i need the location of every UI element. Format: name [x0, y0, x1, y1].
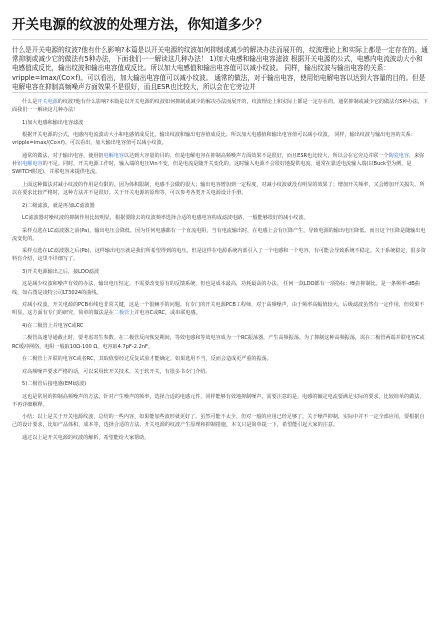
- article-paragraph: 通过以上是开关电源的纹波的解析，希望能给大家帮助。: [22, 434, 150, 441]
- article-paragraph: 根据开关电源的公式，电感内电流波动大小和电感值成反比，输出纹波和输出电容值成反比。所以加大电感值和输出电容值可以减小纹波。 同样，输出纹波与输出电容的关系：vripple=Imax/(Co×f)。可以看出，加大输出电容值可以减小纹波。: [12, 132, 416, 147]
- article-link[interactable]: 铝电解电容: [17, 161, 43, 168]
- article-paragraph: 对减小纹波。开关电源的PCB布线也非常关键，这是一个很棘手的问题。有专门的开关电源PCB工程师，对于高频噪声，由于频率高幅值较大，后级滤波虽然有一定作用，但效果不明显。这方面有专门的研究，简单的做法是在二极管上并电容C或RC，或串联电感。: [12, 302, 425, 317]
- article-link[interactable]: 二极管: [113, 310, 130, 317]
- article-paragraph: 1)加大电感和输出电容滤波: [22, 119, 84, 126]
- article-body: [12, 98, 428, 442]
- article-paragraph: 这也是常用的抑制高频噪声的方法。针对产生噪声的频率，选择合适的电感元件，同样能够有效地抑制噪声。需要注意的是，电感的额定电流要满足实际的要求。比较简单的做法，不再详细解释。: [12, 393, 425, 408]
- article-title: 开关电源的纹波的处理方法，你知道多少？: [12, 17, 269, 33]
- article-paragraph: 二极管高速导通截止时，要考虑寄生参数。在二极管反向恢复期间，等效电感和等效电容成为一个RC振荡器，产生高频振荡。为了抑制这种高频振荡，需在二极管两端并联电容C或RC缓冲网络。电阻一般取10Ω-100 Ω，电容取4.7pF-2.2nF。: [12, 335, 425, 350]
- article-paragraph: 2)二级滤波，就是再加LC滤波器: [22, 202, 95, 209]
- article-link[interactable]: 陶瓷电容: [388, 152, 409, 159]
- article-paragraph: 4)在二极管上并电容C或RC: [22, 322, 84, 329]
- article-paragraph: LC滤波器对噪纹波的抑制作用比较明显，根据要除去的纹波频率选择合适的电感电容构成滤波电路，一般能够很好的减小纹波。: [22, 215, 309, 222]
- article-paragraph: 采样点选在LC滤波器之前(Pa)，输出电压会降低。因为任何电感都有一个直流电阻，当有电流输出时，在电感上会有压降产生，导致电源的输出电压降低。而且这个压降是随输出电流变化的。: [12, 227, 426, 242]
- article-summary: 什么是开关电源的纹波?他有什么影响?本篇是以开关电源的纹波如何抑制或减少的解决办法而展开的，纹波理论上和实际上都是一定存在的。通常抑制或减少它的做法有5种办法，下面我们一一解读这几种办法！ 1)加大电感和输出电容滤波 根据开关电源的公式，电感内电流波动大小和电感值成反比，输出纹波和输出电容值成反比。所以加大电感值和输出电容值可以减小纹波。 同样，输出纹波与输出电容的关系：vripple=Imax/(Co×f)。可以看出，加大输出电容值可以减小纹波。 通常的做法，对于输出电容，使用铝电解电容以达到大容量的目的。但是电解电容在抑制高频噪声方面效果不是很好，而且ESR也比较大，所以会在它旁边并: [12, 46, 428, 91]
- article-paragraph: 上面这种做法对减小纹波的作用是有限的。因为体积限制，电感不会做的很大；输出电容增加到一定程度，对减小纹波就没有明显的效果了；增加开关频率，又会增加开关损失。所以在要求比较严格时，这种方法并不是很好。关于开关电源的原理等，可以参考各类开关电源设计手册。: [12, 181, 425, 197]
- article-paragraph: 小结：以上是关于开关电源纹波，总结的一些内容，如果能加些波形就更好了。虽然可能不太全，但对一般的应用已经足够了。关于噪声抑制，实际中并不一定全部应用，要根据自己的设计要求，比如产品体积，成本等，选择合适的方法。开关电源的纹波产生原理和抑制措施，本文只是简单提一下，希望能引起大家的注意。: [12, 414, 425, 429]
- summary-box: [12, 39, 428, 93]
- article-paragraph: 通常的做法，对于输出电容，使用铝电解电容以达到大容量的目的。但是电解电容在抑制高频噪声方面效果不是很好，而且ESR也比较大，所以会在它旁边并联一个陶瓷电容，来弥补铝电解电容的不足。同时，开关电源工作时，输入端的电压Vin不变，但是电流是随开关变化的。这时输入电源不会很好地提供电流，通常在靠近电流输入端(以Buck型为例，是SWITCH附近)，并联电容来提供电流。: [12, 152, 425, 176]
- article-paragraph: 什么是开关电源的纹波?他有什么影响?本篇是以开关电源的纹波如何抑制或减少的解决办法而展开的，纹波理论上和实际上都是一定存在的。通常抑制或减少它的做法有5种办法，下面我们一一解读这几种办法！: [12, 99, 428, 114]
- article-paragraph: 采样点选在LC滤波器之后(Pb)，这样输出电压就是我们所希望得到的电压。但是这样在电源系统内部引入了一个电感和一个电容，有可能会导致系统不稳定。关于系统稳定，很多资料有介绍，这里不详细写了。: [12, 248, 426, 263]
- article-link[interactable]: 电解电容: [103, 152, 124, 159]
- article-paragraph: 3)开关电源输出之后，接LDO滤波: [22, 268, 100, 275]
- article-paragraph: 这是减少纹波和噪声有效的办法，输出电压恒定，不需要改变原有的反馈系统，但也是成本最高，功耗最高的办法。 任何一款LDO都有一项指标：噪音抑制比。是一条频率-dB曲线，如右图是凌特公司LT3024的曲线。: [12, 281, 420, 296]
- article-paragraph: 在二极管上并联的电容C或者RC，其取值要经过反复试验才能确定。如果选用不当，反而会造成更严重的振荡。: [22, 356, 272, 363]
- article-paragraph: 对高频噪声要求严格的话，可以采用软开关技术。关于软开关，有很多书专门介绍。: [22, 368, 211, 375]
- article-link[interactable]: 开关电源: [37, 99, 58, 106]
- article-paragraph: 5)二极管后接电感(EMI滤波): [22, 381, 87, 388]
